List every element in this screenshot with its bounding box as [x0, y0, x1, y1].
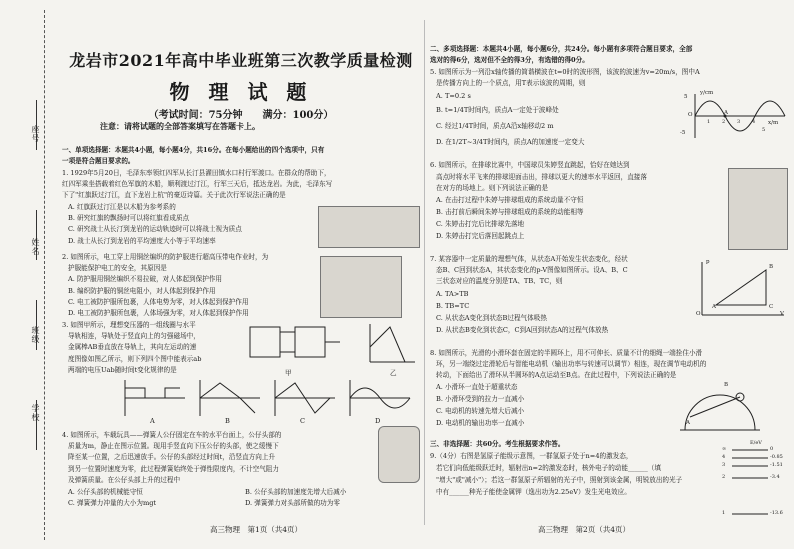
option-text: C. 研究战士从长汀到龙岩的运动轨迹时可以将战士视为质点: [68, 225, 242, 233]
option-text: A. TA>TB: [436, 290, 469, 298]
option-text: A. T=0.2 s: [436, 92, 471, 100]
wave-tick: 1: [707, 119, 711, 125]
wave-tick: 3: [737, 119, 741, 125]
graph-a: [125, 388, 180, 398]
level-n: 3: [722, 462, 726, 468]
wave-point-label: A: [724, 110, 728, 116]
question-text: 6. 如图所示，在排球比赛中，中国球员朱婷竖直跳起，恰好在她达到: [430, 161, 630, 169]
semicircle-diagram: [680, 385, 760, 435]
question-text: 环，另一端绕过定滑轮后与智能电动机（输出功率与转速可以调节）相连，现在调节电动机的: [436, 360, 707, 368]
option-text: C. 经过1/4T时间，质点A沿x轴移动2 m: [436, 122, 554, 130]
binding-margin: [0, 0, 60, 549]
option-text: A. 红旗跃过汀江是以木船为参考系的: [68, 203, 176, 211]
rail-frame: [250, 327, 280, 357]
option-text: D. 朱婷击打完后落回起跳点上: [436, 232, 525, 240]
question-text: 质量为m，静止在图示位置。现用手竖直向下压公仔的头部，使之缓慢下: [68, 442, 279, 450]
option-text: D. 从状态B变化到状态C，C到A回到状态A的过程气体放热: [436, 326, 609, 334]
question-text: 度图像如图乙所示，则下列四个图中能表示ab: [68, 355, 202, 363]
exam-info: （考试时间：75分钟 满分：100分）: [148, 110, 334, 121]
pv-point-b: B: [769, 264, 774, 270]
option-b-label: B: [225, 417, 230, 425]
column-divider: [424, 20, 425, 525]
level-n: ∞: [722, 446, 727, 452]
option-text: B. 击打前后瞬间朱婷与排球组成的系统的动能相等: [436, 208, 584, 216]
ring-point-b: B: [724, 382, 729, 388]
rope: [690, 397, 740, 417]
question-text: 护服能保护电工的安全，其原因是: [68, 264, 167, 272]
wave-amp: 5: [684, 94, 688, 100]
fig-label-a: 甲: [285, 369, 292, 377]
question-text: 在对方的场地上。则下列说法正确的是: [436, 184, 549, 192]
wave-tick: 2: [722, 119, 726, 125]
question-text: 7. 某容器中一定质量的理想气体，从状态A开始发生状态变化，经状: [430, 255, 628, 263]
section-heading: 三、非选择题：共60分。考生根据要求作答。: [430, 440, 565, 448]
option-text: C. 电工被防护服所包裹，人体电势为零，对人体起到保护作用: [68, 298, 249, 306]
pv-origin: O: [696, 311, 701, 317]
question-text: 若它们向低能级跃迁时，辐射出n=2的激发态时，核外电子的动能______（填: [436, 464, 661, 472]
question-text: 是传播方向上的一个质点，用T表示该波的周期，则: [436, 79, 586, 87]
class-label: 班级: [31, 326, 40, 344]
question-text: 及弹簧质量。在公仔头部上升的过程中: [68, 476, 181, 484]
option-text: B. t=1/4T时间内，质点A一定处于波峰处: [436, 106, 559, 114]
option-text: B. TB=TC: [436, 302, 470, 310]
question-text: 8. 如图所示，光滑的小滑环套在固定的半圆环上，用不可伸长、质量不计的细绳一端拴住小滑: [430, 349, 703, 357]
fig-label-b: 乙: [390, 369, 397, 377]
wave-xlabel: x/m: [768, 120, 779, 126]
section-heading: 二、多项选择题：本题共4小题，每小题6分，共24分。每小题有多项符合题目要求，全部: [430, 45, 693, 53]
v-curve: [370, 327, 405, 362]
option-text: D. 在1/2T~3/4T时间内，质点A的加速度一定变大: [436, 138, 585, 146]
exam-title: 龙岩市2021年高中毕业班第三次教学质量检测: [69, 51, 413, 70]
question-text: 2. 如图所示，电工穿上用铜丝编织的防护服进行超高压带电作业时，为: [62, 253, 269, 261]
ring-point-a: A: [686, 420, 690, 426]
level-n: 2: [722, 474, 726, 480]
level-e: -13.6: [770, 510, 783, 516]
wave-tick: 5: [762, 127, 766, 133]
option-text: B. 公仔头部的加速度先增大后减小: [245, 488, 347, 496]
transformer-core: [295, 327, 325, 357]
section-heading: 选对的得6分，选对但不全的得3分，有选错的得0分。: [430, 56, 589, 64]
cycle-path: [716, 270, 766, 305]
page-footer-right: 高三物理 第2页（共4页）: [538, 525, 631, 534]
river-photo: [318, 206, 420, 248]
electrician-photo: [320, 256, 402, 318]
level-n: 4: [722, 454, 726, 460]
wave-neg-amp: -5: [680, 130, 686, 136]
pv-point-c: C: [769, 304, 774, 310]
school-label: 学校: [31, 404, 40, 422]
question-text: 转动，下面给出了滑环从半圆环的A点运动至B点。在此过程中，下列说法正确的是: [436, 371, 677, 379]
option-text: B. 小滑环受到的拉力一直减小: [436, 395, 525, 403]
wave-tick: 4: [752, 119, 756, 125]
question-text: 4. 如图所示，车载玩具——弹簧人公仔固定在车的水平台面上，公仔头部的: [62, 431, 282, 439]
level-e: -1.51: [770, 462, 783, 468]
question-text: 导轨相连，导轨处于竖直向上的匀强磁场中，: [68, 332, 200, 340]
option-text: C. 弹簧弹力冲量的大小为mgt: [68, 499, 157, 507]
volleyball-photo: [728, 168, 788, 250]
seat-label: 座号: [31, 125, 40, 143]
pv-v-label: V: [780, 311, 784, 317]
option-text: D. 电工被防护服所包裹，人体场强为零，对人体起到保护作用: [68, 309, 249, 317]
question-text: 三状态对应的温度分别是TA、TB、TC，则: [436, 277, 563, 285]
name-label: 姓名: [31, 238, 40, 256]
wave-ylabel: y/cm: [700, 90, 714, 96]
option-text: C. 朱婷击打完后比排球先落地: [436, 220, 525, 228]
option-text: D. 电动机的输出功率一直减小: [436, 419, 525, 427]
q3-option-graphs: [120, 378, 420, 418]
question-text: 到另一位置时速度为零，此过程弹簧始终处于弹性限度内，不计空气阻力: [68, 465, 279, 473]
option-d-label: D: [375, 417, 381, 425]
question-text: 高点时将水平飞来的排球迎面击出，排球以更大的速率水平返回，直接落: [436, 173, 647, 181]
page-footer-left: 高三物理 第1页（共4页）: [210, 525, 303, 534]
pv-p-label: p: [706, 259, 710, 265]
option-text: B. 研究红旗的飘扬时可以将红旗看成质点: [68, 214, 190, 222]
spring-toy-photo: [378, 426, 420, 483]
question-text: 1. 1929年5月20日，毛泽东率领红四军从长汀县濯田镇水口村行军渡口。在群众的帮助下，: [62, 169, 331, 177]
level-e: -0.85: [770, 454, 783, 460]
question-text: 两端的电压Uab随时间t变化规律的是: [68, 366, 177, 374]
level-n: 1: [722, 510, 726, 516]
question-text: 降至某一位置，之后迅速放手。公仔的头部经过时间t，沿竖直方向上升: [68, 453, 276, 461]
question-text: 金属棒AB垂直放在导轨上，其向左运动的速: [68, 343, 197, 351]
option-text: C. 从状态A变化到状态B过程气体吸热: [436, 314, 547, 322]
question-text: 中有______种光子能使金属钾（逸出功为2.25eV）发生光电效应。: [436, 488, 631, 496]
option-text: C. 电动机的转速先增大后减小: [436, 407, 525, 415]
option-text: D. 战士从长汀到龙岩的平均速度大小等于平均速率: [68, 237, 216, 245]
question-text: 态B、C回到状态A，其状态变化的p-V图像如图所示。设A、B、C: [436, 266, 628, 274]
section-heading: 一项是符合题目要求的。: [62, 157, 135, 165]
pv-point-a: A: [712, 304, 716, 310]
energy-axis-label: E/eV: [750, 440, 762, 446]
level-e: -3.4: [770, 474, 780, 480]
exam-note: 注意：请将试题的全部答案填写在答题卡上。: [100, 121, 260, 131]
question-text: 红四军乘坐搭载着红色军旗的木船，顺利渡过汀江，行军三天后，抵达龙岩。为此，毛泽东写: [62, 180, 333, 188]
question-text: 3. 如图甲所示，理想变压器的一组线圈与水平: [62, 321, 196, 329]
level-e: 0: [770, 446, 774, 452]
half-ring: [685, 395, 755, 430]
option-c-label: C: [300, 417, 306, 425]
subject-title: 物 理 试 题: [169, 80, 313, 104]
question-text: 下了"红旗跃过汀江，直下龙岩上杭"的豪迈诗篇。关于此次行军说法正确的是: [62, 191, 286, 199]
option-text: D. 弹簧弹力对头部所做的功为零: [245, 499, 340, 507]
wave-origin: O: [688, 112, 693, 118]
question-text: 5. 如图所示为一列沿x轴传播的简谐横波在t=0时的波形图，该波的波速为v=20m/s，图中A: [430, 68, 700, 76]
option-text: B. 编织防护服的铜丝电阻小，对人体起到保护作用: [68, 287, 216, 295]
option-a-label: A: [150, 417, 155, 425]
option-text: A. 公仔头部的机械能守恒: [68, 488, 143, 496]
option-text: A. 防护服用铜丝编织不易拉破，对人体起到保护作用: [68, 275, 223, 283]
option-text: A. 在击打过程中朱婷与排球组成的系统动量不守恒: [436, 196, 584, 204]
option-text: A. 小滑环一直处于超重状态: [436, 383, 518, 391]
question-text: "增大"或"减小"）；若这一群氢原子所辐射的光子中，照射到该金属，明锐放出的光子: [436, 476, 683, 484]
seal-line: [44, 10, 45, 540]
section-heading: 一、单项选择题：本题共4小题，每小题4分，共16分。在每小题给出的四个选项中，只有: [62, 146, 325, 154]
question-text: 9.（4分）右图是氢原子能级示意图，一群氢原子处于n=4的激发态，: [430, 452, 633, 460]
